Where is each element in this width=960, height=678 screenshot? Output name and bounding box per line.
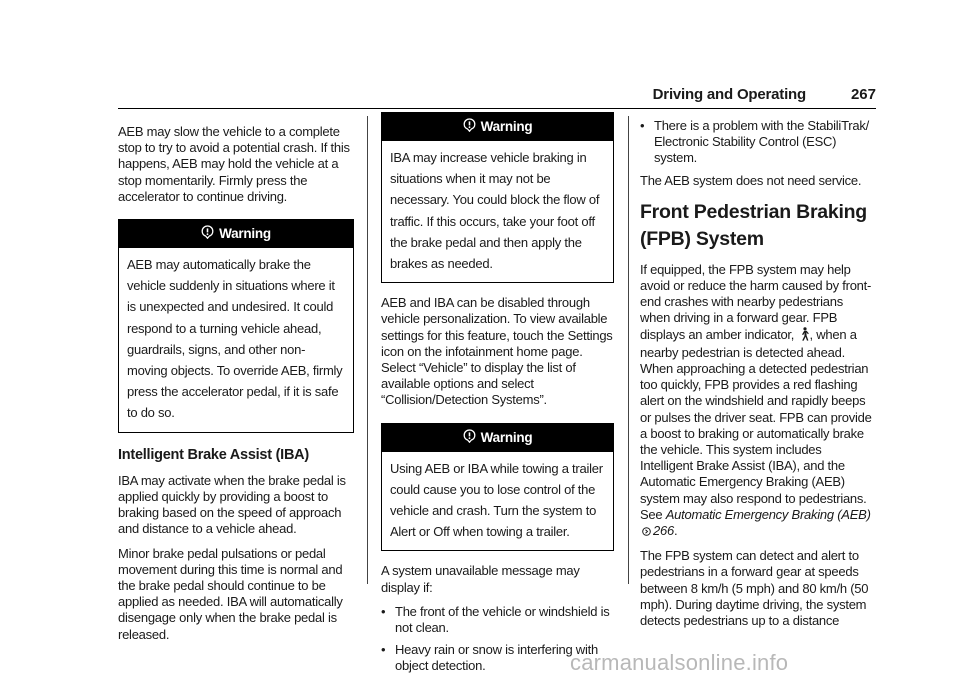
- section-heading: Front Pedestrian Braking (FPB) System: [640, 200, 867, 250]
- bullet-icon: •: [640, 118, 645, 133]
- bullet-list: [640, 118, 876, 167]
- paragraph: The FPB system can detect and alert to pedestrians in a forward gear at speeds between 8 km/h (5 mph) and 80 km/h (50 mph). During daytime driving, the system detects pedestrians up to a distance: [640, 548, 869, 629]
- warning-header: [382, 113, 613, 141]
- bullet-icon: •: [381, 642, 386, 658]
- paragraph: Minor brake pedal pulsations or pedal movement during this time is normal and the brake pedal should continue to be applied as needed. IBA will automatically disengage only when the brake pedal is released.: [118, 545, 343, 642]
- column-2: [381, 112, 614, 678]
- list-item: • Heavy rain or snow is interfering with object detection.: [381, 642, 598, 674]
- warning-icon: [201, 221, 214, 249]
- warning-box: [118, 219, 354, 433]
- watermark: carmanualsonline.info: [570, 650, 789, 675]
- column-1: [118, 124, 354, 651]
- warning-title: Warning: [480, 429, 533, 445]
- warning-box: [381, 112, 614, 283]
- column-divider: [628, 116, 629, 584]
- paragraph: The AEB system does not need service.: [640, 172, 862, 188]
- page-number: 267: [850, 86, 876, 103]
- paragraph: A system unavailable message may display if:: [381, 563, 580, 595]
- warning-icon: [463, 425, 476, 453]
- page-reference-icon: [642, 524, 651, 540]
- section-title: Driving and Operating: [652, 86, 806, 103]
- warning-icon: [463, 114, 476, 142]
- paragraph: IBA may activate when the brake pedal is applied quickly by providing a boost to braking based on the speed of approach and distance to a vehicle ahead.: [118, 472, 346, 537]
- list-item: • The front of the vehicle or windshield is not clean.: [381, 603, 610, 636]
- warning-header: [382, 424, 613, 452]
- warning-header: [119, 220, 353, 248]
- header-rule: [118, 108, 876, 109]
- column-3: [640, 118, 876, 637]
- warning-text: AEB may automatically brake the vehicle suddenly in situations where it is unexpected and undesired. It could respond to a turning vehicle ahead, guardrails, signs, and other non-moving objects. To override AEB, firmly press the accelerator pedal, if it is safe to do so.: [127, 257, 343, 421]
- reference-page: 266: [653, 523, 674, 539]
- column-divider: [367, 116, 368, 584]
- warning-text: Using AEB or IBA while towing a trailer could cause you to lose control of the vehicle and crash. Turn the system to Alert or Off when towing a trailer.: [390, 460, 603, 540]
- warning-title: Warning: [480, 119, 533, 134]
- page-header: [118, 82, 876, 112]
- bullet-icon: •: [381, 603, 386, 619]
- paragraph: AEB may slow the vehicle to a complete stop to try to avoid a potential crash. If this happens, AEB may hold the vehicle at a stop momentarily. Firmly press the accelerator to continue driving.: [118, 124, 350, 204]
- paragraph: If equipped, the FPB system may help avoid or reduce the harm caused by front-end crashes with nearby pedestrians when driving in a forward gear. FPB displays an amber indicator, , when a nearby pedestrian is detected ahead. When approaching a detected pedestrian too quickly, FPB provides a red flashing alert on the windshield and rapidly beeps or pulses the driver seat. FPB can provide a boost to braking or automatically brake the vehicle. This system includes Intelligent Brake Assist (IBA), and the Automatic Emergency Braking (AEB) system may also respond to pedestrians. See Automatic Emergency Braking (AEB) 266.: [640, 262, 876, 540]
- section-heading: Intelligent Brake Assist (IBA): [118, 446, 309, 463]
- warning-text: IBA may increase vehicle braking in situations when it may not be necessary. You could block the flow of traffic. If this occurs, take your foot off the brake pedal and then apply the brakes as needed.: [390, 150, 600, 272]
- cross-reference-link[interactable]: Automatic Emergency Braking (AEB): [665, 506, 871, 522]
- paragraph: AEB and IBA can be disabled through vehicle personalization. To view available settings for this feature, touch the Settings icon on the infotainment home page. Select “Vehicle” to display the list of available options and select “Collision/Detection Systems”.: [381, 295, 613, 408]
- warning-box: [381, 423, 614, 552]
- warning-title: Warning: [219, 226, 271, 242]
- pedestrian-icon: [799, 327, 809, 345]
- list-item: • There is a problem with the StabiliTrak/ Electronic Stability Control (ESC) system.: [640, 118, 869, 166]
